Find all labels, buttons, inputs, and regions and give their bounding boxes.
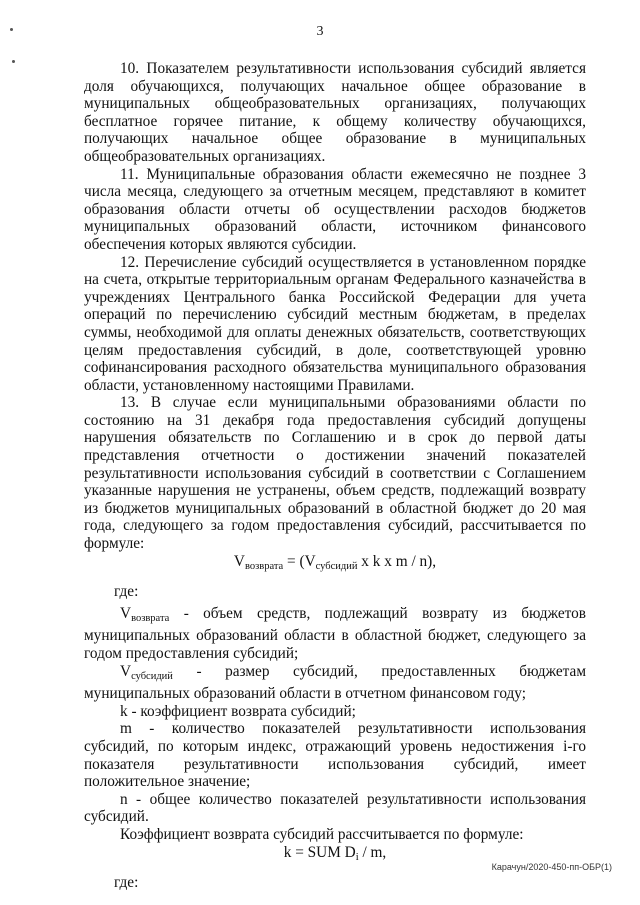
paragraph-13: 13. В случае если муниципальными образованиями области по состоянию на 31 декабря года предоставления субсидий допущены нарушения обязательств по Соглашению и в срок до первой даты представления отчетности о достижении значений показателей результативности использования субсидий в соответствии с Соглашением указанные нарушения не устранены, объем средств, подлежащий возврату из бюджетов муниципальных образований в областной бюджет до 20 мая года, следующего за годом предоставления субсидий, рассчитывается по формуле: [84,394,586,553]
definition-v-subsidy [84,663,586,703]
definition-v-return [84,605,586,663]
formula2-sub: i [355,851,359,863]
scan-speck [12,60,15,63]
formula-v-sub: возврата [244,560,284,572]
def2-sub: субсидий [131,670,173,682]
def2-text: - размер субсидий, предоставленных бюджетам муниципальных образований области в отчетном финансовом году; [84,662,586,703]
formula-v2-sub: субсидий [315,560,358,572]
paragraph-12: 12. Перечисление субсидий осуществляется в установленном порядке на счета, открытые территориальным органам Федерального казначейства в учреждениях Центрального банка Российской Федерации для учета операций по перечислению субсидий местным бюджетам, в пределах суммы, необходимой для оплаты денежных обязательств, соответствующих целям предоставления субсидий, в доле, соответствующей уровню софинансирования расходного обязательства муниципального образования области, установленному настоящими Правилами. [84,253,586,394]
where-label: где: [114,583,139,601]
def1-symbol: V [120,604,132,622]
coefficient-intro: Коэффициент возврата субсидий рассчитывается по формуле: [120,825,524,843]
def1-text: - объем средств, подлежащий возврату из бюджетов муниципальных образований области в областной бюджет, следующего за годом предоставления субсидий; [84,604,586,662]
definition-k: k - коэффициент возврата субсидий; [120,702,356,720]
definition-n: n - общее количество показателей результативности использования субсидий. [84,790,586,826]
definition-m: m - количество показателей результативности использования субсидий, по которым индекс, отражающий уровень недостижения i-го показателя результативности использования субсидий, имеет положительное значение; [84,720,586,791]
formula2-tail: / m, [358,843,387,861]
formula2-head: k = SUM D [283,843,356,861]
formula-return-volume [84,553,586,576]
where-label-2: где: [114,874,139,892]
def1-sub: возврата [131,612,170,624]
formula-v: V [233,552,245,570]
paragraph-10: 10. Показателем результативности использования субсидий является доля обучающихся, получающих начальное общее образование в муниципальных общеобразовательных организациях, получающих бесплатное горячее питание, к общему количеству обучающихся, получающих начальное общее образование в муниципальных общеобразовательных организациях. [84,60,586,165]
paragraph-11: 11. Муниципальные образования области ежемесячно не позднее 3 числа месяца, следующего за отчетным месяцем, представляют в комитет образования области отчеты об осуществлении расходов бюджетов муниципальных образований области, источником финансового обеспечения которых являются субсидии. [84,165,586,253]
page-number: 3 [316,24,324,39]
document-body [84,60,586,892]
document-code: Карачун/2020-450-пп-ОБР(1) [491,862,612,872]
def2-symbol: V [120,662,132,680]
formula-tail: x k x m / n), [357,552,437,570]
formula-mid: = (V [283,552,316,570]
